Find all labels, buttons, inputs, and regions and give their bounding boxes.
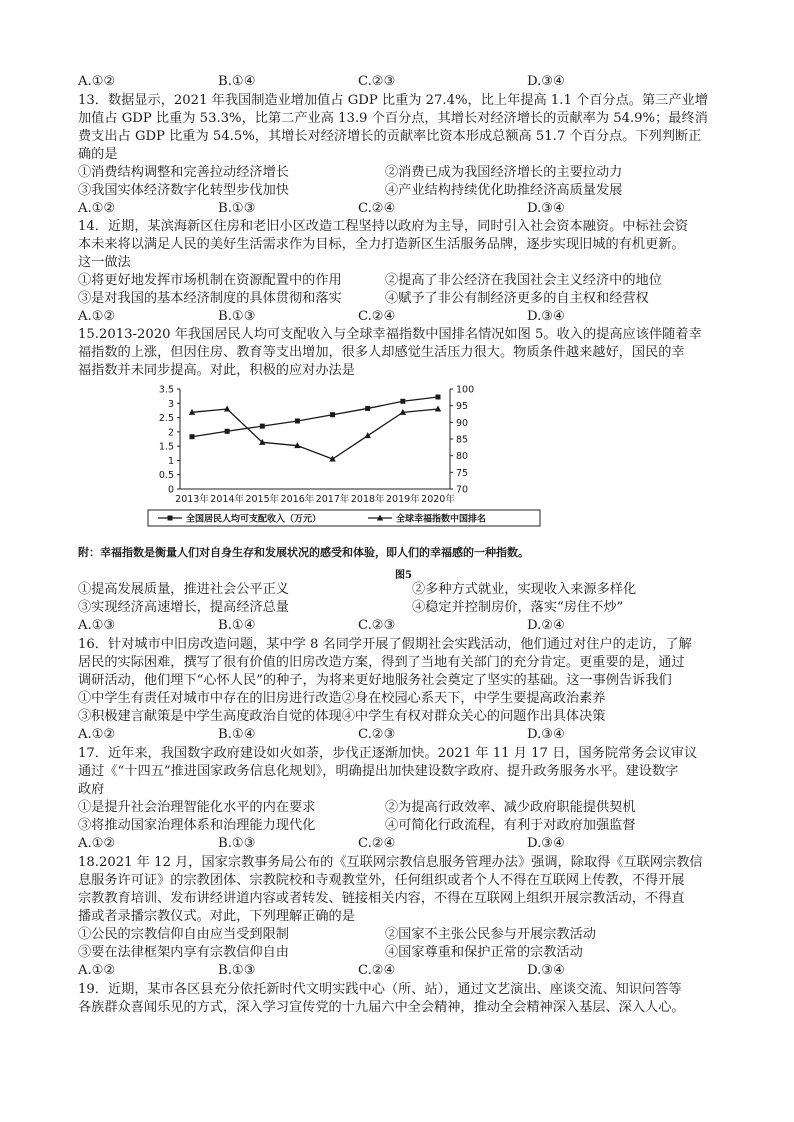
option-b: B.①④ — [218, 618, 256, 633]
option-c: C.②③ — [358, 727, 396, 742]
option-a: A.①② — [78, 727, 116, 742]
question-17-text: 17．近年来，我国数字政府建设如火如荼，步伐正逐渐加快。2021 年 11 月 17 日，国务院常务会议审议 — [78, 746, 698, 761]
rank-point — [224, 406, 230, 412]
option-b: B.①③ — [218, 836, 256, 851]
statement-1: ①将更好地发挥市场机制在资源配置中的作用 — [78, 273, 342, 288]
option-d: D.③④ — [527, 963, 565, 978]
statement-2: ②提高了非公经济在我国社会主义经济中的地位 — [385, 273, 662, 288]
statement-4: ④赋予了非公有制经济更多的自主权和经营权 — [385, 291, 649, 306]
question-17-text: 通过《“十四五”推进国家政务信息化规划》，明确提出加快建设数字政府、提升政务服务水平。建设数字 — [78, 764, 679, 779]
question-17-text: 政府 — [78, 782, 105, 797]
question-13-text: 费支出占 GDP 比重为 54.5%，其增长对经济增长的贡献率比资本形成总额高 51.7 个百分点。下列判断正 — [78, 129, 702, 144]
left-tick-label: 2.5 — [158, 413, 174, 425]
question-14-text: 这一做法 — [78, 255, 131, 270]
x-tick-label: 2020年 — [421, 494, 455, 505]
right-tick-label: 75 — [456, 467, 469, 479]
x-tick-label: 2018年 — [350, 494, 385, 505]
income-point — [436, 395, 441, 400]
option-d: D.③④ — [527, 727, 565, 742]
option-c: C.②④ — [358, 309, 396, 324]
income-point — [330, 412, 335, 417]
x-tick-label: 2015年 — [245, 494, 280, 505]
option-a: A.①② — [78, 74, 116, 89]
option-a: A.①② — [78, 836, 116, 851]
question-16-text: 调研活动，他们埋下“心怀人民”的种子，为将来更好地服务社会奠定了坚实的基础。这一事例告诉我们 — [78, 673, 672, 688]
legend-label-2: 全球幸福指数中国排名 — [396, 514, 487, 525]
question-16-text: 居民的实际困难，撰写了很有价值的旧房改造方案，得到了当地有关部门的充分肯定。更重要的是，通过 — [78, 655, 685, 670]
question-18-text: 18.2021 年 12 月，国家宗教事务局公布的《互联网宗教信息服务管理办法》强调，除取得《互联网宗教信 — [78, 855, 703, 870]
right-tick-label: 100 — [456, 384, 475, 396]
left-tick-label: 1 — [167, 455, 174, 467]
right-tick-label: 70 — [456, 484, 469, 496]
option-b: B.①③ — [218, 309, 256, 324]
option-d: D.②④ — [527, 618, 565, 633]
statement-1: ①消费结构调整和完善拉动经济增长 — [78, 165, 289, 180]
left-tick-label: 0.5 — [158, 470, 174, 482]
legend-label-1: 全国居民人均可支配收入（万元） — [186, 514, 322, 525]
statement-3: ③是对我国的基本经济制度的具体贯彻和落实 — [78, 291, 342, 306]
question-18-text: 宗教教育培训、发布讲经讲道内容或者转发、链接相关内容，不得在互联网上组织开展宗教活动，不得直 — [78, 891, 685, 906]
rank-point — [435, 406, 441, 412]
option-a: A.①② — [78, 963, 116, 978]
x-tick-label: 2016年 — [280, 494, 315, 505]
statement-3: ③要在法律框架内享有宗教信仰自由 — [78, 945, 289, 960]
question-13-text: 13．数据显示，2021 年我国制造业增加值占 GDP 比重为 27.4%，比上年提高 1.1 个百分点。第三产业增 — [78, 93, 708, 108]
left-tick-label: 3 — [167, 398, 174, 410]
question-15-text: 福指数并未同步提高。对此，积极的应对办法是 — [78, 363, 355, 378]
x-tick-label: 2017年 — [315, 494, 350, 505]
statement-1: ①提高发展质量，推进社会公平正义 — [78, 582, 289, 597]
option-c: C.②④ — [358, 963, 396, 978]
option-d: D.③④ — [527, 201, 565, 216]
option-d: D.③④ — [527, 309, 565, 324]
statement-3: ③将推动国家治理体系和治理能力现代化 — [78, 818, 316, 833]
option-b: B.①③ — [218, 963, 256, 978]
option-c: C.②④ — [358, 201, 396, 216]
right-tick-label: 80 — [456, 451, 469, 463]
income-point — [365, 406, 370, 411]
statement-3: ③实现经济高速增长，提高经济总量 — [78, 600, 289, 615]
income-point — [225, 429, 230, 434]
option-d: D.③④ — [527, 836, 565, 851]
statement-4: ④稳定并控制房价，落实“房住不炒” — [412, 600, 624, 615]
option-b: B.①④ — [218, 727, 256, 742]
option-b: B.①④ — [218, 74, 256, 89]
statement-2: ②国家不主张公民参与开展宗教活动 — [385, 927, 596, 942]
option-c: C.②④ — [358, 836, 396, 851]
option-a: A.①② — [78, 309, 116, 324]
statement-pair: ③积极建言献策是中学生高度政治自觉的体现④中学生有权对群众关心的问题作出具体决策 — [78, 709, 606, 724]
question-18-text: 息服务许可证》的宗教团体、宗教院校和寺观教堂外，任何组织或者个人不得在互联网上传教，不得开展 — [78, 873, 685, 888]
income-point — [295, 419, 300, 424]
figure-note: 附：幸福指数是衡量人们对自身生存和发展状况的感受和体验，即人们的幸福感的一种指数。 — [78, 546, 529, 559]
left-tick-label: 2 — [167, 427, 174, 439]
option-b: B.①③ — [218, 201, 256, 216]
question-19-text: 19．近期，某市各区县充分依托新时代文明实践中心（所、站），通过文艺演出、座谈交流、知识问答等 — [78, 982, 682, 997]
question-15-text: 15.2013-2020 年我国居民人均可支配收入与全球幸福指数中国排名情况如图 5。收入的提高应该伴随着幸 — [78, 327, 702, 342]
question-14-text: 14．近期，某滨海新区住房和老旧小区改造工程坚持以政府为主导，同时引入社会资本融资。中标社会资 — [78, 219, 689, 234]
left-tick-label: 3.5 — [158, 384, 174, 396]
rank-point — [365, 432, 371, 438]
question-15-text: 福指数的上涨，但因住房、教育等支出增加，很多人却感觉生活压力很大。物质条件越来越好，国民的幸 — [78, 345, 685, 360]
question-19-text: 各族群众喜闻乐见的方式，深入学习宣传党的十九届六中全会精神，推动全会精神深入基层、深入人心。 — [78, 1000, 685, 1015]
option-c: C.②③ — [358, 618, 396, 633]
right-tick-label: 95 — [456, 401, 469, 413]
right-tick-label: 85 — [456, 434, 469, 446]
statement-1: ①是提升社会治理智能化水平的内在要求 — [78, 800, 316, 815]
income-point — [400, 399, 405, 404]
x-tick-label: 2019年 — [386, 494, 420, 505]
figure-label: 图5 — [395, 570, 412, 581]
question-13-text: 加值占 GDP 比重为 53.3%，比第二产业高 13.9 个百分点，其增长对经济增长的贡献率为 54.9%；最终消 — [78, 111, 708, 126]
line-chart — [140, 383, 560, 533]
statement-2: ②消费已成为我国经济增长的主要拉动力 — [385, 165, 623, 180]
option-d: D.③④ — [527, 74, 565, 89]
question-14-text: 本未来将以满足人民的美好生活需求作为目标，全力打造新区生活服务品牌，逐步实现旧城的有机更新。 — [78, 237, 685, 252]
x-tick-label: 2014年 — [210, 494, 244, 505]
question-16-text: 16．针对城市中旧房改造问题，某中学 8 名同学开展了假期社会实践活动，他们通过对住户的走访，了解 — [78, 637, 692, 652]
legend-marker-1 — [168, 516, 173, 521]
question-18-text: 播或者录播宗教仪式。对此，下列理解正确的是 — [78, 909, 355, 924]
income-point — [260, 424, 265, 429]
left-tick-label: 1.5 — [158, 441, 174, 453]
x-tick-label: 2013年 — [175, 494, 209, 505]
series-line-2 — [192, 409, 438, 459]
statement-2: ②多种方式就业，实现收入来源多样化 — [412, 582, 637, 597]
option-a: A.①③ — [78, 618, 116, 633]
option-a: A.①② — [78, 201, 116, 216]
option-c: C.②③ — [358, 74, 396, 89]
question-13-text: 确的是 — [78, 147, 118, 162]
statement-3: ③我国实体经济数字化转型步伐加快 — [78, 183, 289, 198]
income-happiness-chart — [140, 383, 560, 533]
statement-4: ④可简化行政流程，有利于对政府加强监督 — [385, 818, 636, 833]
income-point — [190, 434, 195, 439]
right-tick-label: 90 — [456, 417, 469, 429]
left-tick-label: 0 — [167, 484, 174, 496]
statement-1: ①公民的宗教信仰自由应当受到限制 — [78, 927, 289, 942]
statement-2: ②为提高行政效率、减少政府职能提供契机 — [385, 800, 636, 815]
statement-4: ④产业结构持续优化助推经济高质量发展 — [385, 183, 623, 198]
statement-4: ④国家尊重和保护正常的宗教活动 — [385, 945, 583, 960]
statement-pair: ①中学生有责任对城市中存在的旧房进行改造②身在校园心系天下，中学生要提高政治素养 — [78, 691, 606, 706]
